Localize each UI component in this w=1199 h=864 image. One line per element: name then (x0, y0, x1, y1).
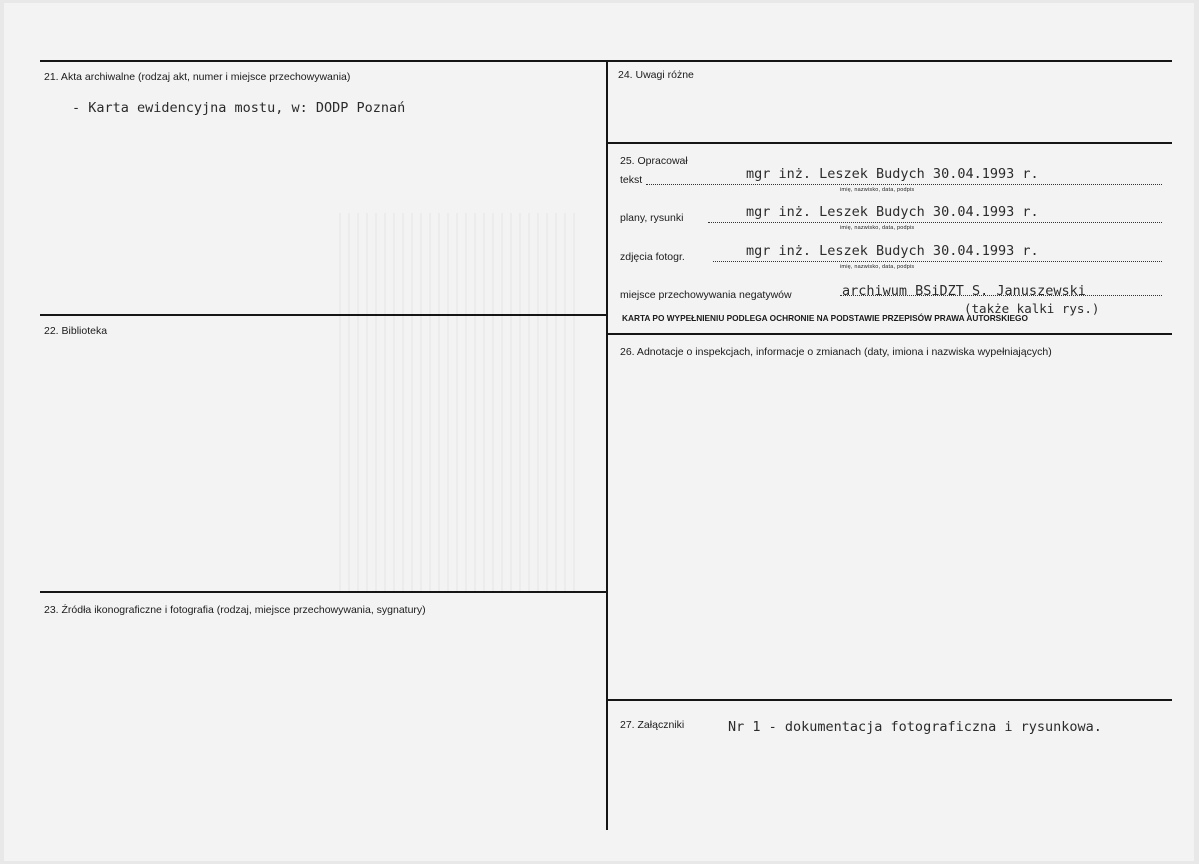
section-27-entry: Nr 1 - dokumentacja fotograficzna i rysunkowa. (728, 719, 1102, 735)
author-plans-label: plany, rysunki (620, 212, 684, 224)
center-divider (606, 60, 608, 830)
section-23-title: 23. Źródła ikonograficzne i fotografia (rodzaj, miejsce przechowywania, sygnatury) (44, 604, 426, 616)
rule-24-25 (608, 142, 1172, 144)
section-27-title: 27. Załączniki (620, 719, 685, 731)
author-plans-line (708, 222, 1162, 223)
section-25-title: 25. Opracował (620, 155, 688, 167)
author-photos-line (713, 261, 1162, 262)
negatives-label: miejsce przechowywania negatywów (620, 289, 792, 301)
rule-25-26 (608, 333, 1172, 335)
faded-stamp (339, 213, 579, 593)
section-22-title: 22. Biblioteka (44, 325, 108, 337)
negatives-note: (także kalki rys.) (964, 301, 1100, 316)
author-plans-value: mgr inż. Leszek Budych 30.04.1993 r. (746, 204, 1039, 220)
rule-26-27 (608, 699, 1172, 701)
author-text-value: mgr inż. Leszek Budych 30.04.1993 r. (746, 166, 1039, 182)
section-24-title: 24. Uwagi różne (618, 69, 694, 81)
author-photos-label: zdjęcia fotogr. (620, 251, 685, 263)
record-card (4, 3, 1194, 861)
author-photos-caption: imię, nazwisko, data, podpis (840, 264, 915, 270)
author-text-caption: imię, nazwisko, data, podpis (840, 187, 915, 193)
author-text-line (646, 184, 1162, 185)
section-21-entry: - Karta ewidencyjna mostu, w: DODP Poznań (72, 100, 406, 116)
section-21-title: 21. Akta archiwalne (rodzaj akt, numer i miejsce przechowywania) (44, 71, 351, 83)
author-text-label: tekst (620, 174, 643, 186)
negatives-value: archiwum BSiDZT S. Januszewski (842, 283, 1086, 299)
author-plans-caption: imię, nazwisko, data, podpis (840, 225, 915, 231)
author-photos-value: mgr inż. Leszek Budych 30.04.1993 r. (746, 243, 1039, 259)
copyright-notice: KARTA PO WYPEŁNIENIU PODLEGA OCHRONIE NA PODSTAWIE PRZEPISÓW PRAWA AUTORSKIEGO (622, 313, 1028, 323)
section-26-title: 26. Adnotacje o inspekcjach, informacje o zmianach (daty, imiona i nazwiska wypełniających) (620, 346, 1052, 358)
